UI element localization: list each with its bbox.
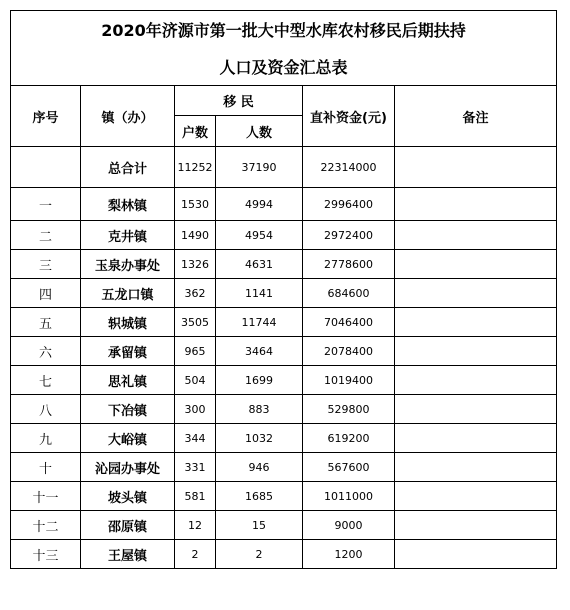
row-town: 克井镇: [81, 221, 175, 250]
row-town: 五龙口镇: [81, 279, 175, 308]
row-remark: [395, 188, 557, 221]
row-seq: 十一: [11, 482, 81, 511]
row-funds: 2078400: [303, 337, 395, 366]
row-remark: [395, 511, 557, 540]
row-people: 4954: [216, 221, 303, 250]
header-migrants: 移 民: [175, 86, 303, 116]
row-people: 1685: [216, 482, 303, 511]
table-row: [11, 221, 557, 250]
row-town: 轵城镇: [81, 308, 175, 337]
table-row: [11, 366, 557, 395]
row-seq: 十: [11, 453, 81, 482]
row-seq: 三: [11, 250, 81, 279]
row-seq: 十三: [11, 540, 81, 569]
table-row: [11, 395, 557, 424]
row-seq: 二: [11, 221, 81, 250]
row-town: 邵原镇: [81, 511, 175, 540]
total-remark: [395, 147, 557, 188]
row-households: 3505: [175, 308, 216, 337]
row-town: 下冶镇: [81, 395, 175, 424]
row-households: 12: [175, 511, 216, 540]
total-row: [11, 147, 557, 188]
row-remark: [395, 308, 557, 337]
row-funds: 9000: [303, 511, 395, 540]
total-seq: [11, 147, 81, 188]
row-households: 344: [175, 424, 216, 453]
row-town: 坡头镇: [81, 482, 175, 511]
table-row: [11, 453, 557, 482]
row-seq: 八: [11, 395, 81, 424]
row-people: 1032: [216, 424, 303, 453]
row-funds: 1011000: [303, 482, 395, 511]
row-remark: [395, 279, 557, 308]
total-funds: 22314000: [303, 147, 395, 188]
header-town: 镇（办）: [81, 86, 175, 147]
row-remark: [395, 221, 557, 250]
total-people: 37190: [216, 147, 303, 188]
total-label: 总合计: [81, 147, 175, 188]
total-households: 11252: [175, 147, 216, 188]
row-seq: 十二: [11, 511, 81, 540]
row-people: 4994: [216, 188, 303, 221]
row-seq: 九: [11, 424, 81, 453]
table-row: [11, 482, 557, 511]
row-town: 承留镇: [81, 337, 175, 366]
row-funds: 7046400: [303, 308, 395, 337]
row-funds: 1019400: [303, 366, 395, 395]
row-seq: 七: [11, 366, 81, 395]
header-remarks: 备注: [395, 86, 557, 147]
row-remark: [395, 482, 557, 511]
row-remark: [395, 337, 557, 366]
table-row: [11, 308, 557, 337]
row-people: 3464: [216, 337, 303, 366]
row-funds: 2972400: [303, 221, 395, 250]
row-town: 玉泉办事处: [81, 250, 175, 279]
row-remark: [395, 540, 557, 569]
row-households: 504: [175, 366, 216, 395]
header-row-1: [11, 86, 557, 116]
row-town: 王屋镇: [81, 540, 175, 569]
row-funds: 567600: [303, 453, 395, 482]
title-line-2: 人口及资金汇总表: [219, 58, 348, 77]
row-people: 883: [216, 395, 303, 424]
row-funds: 2996400: [303, 188, 395, 221]
row-households: 362: [175, 279, 216, 308]
row-households: 2: [175, 540, 216, 569]
row-people: 15: [216, 511, 303, 540]
row-people: 2: [216, 540, 303, 569]
table-row: [11, 511, 557, 540]
header-people: 人数: [216, 116, 303, 147]
summary-table: [10, 10, 557, 569]
row-people: 4631: [216, 250, 303, 279]
row-households: 1326: [175, 250, 216, 279]
row-funds: 1200: [303, 540, 395, 569]
row-households: 331: [175, 453, 216, 482]
header-funds: 直补资金(元): [303, 86, 395, 147]
row-town: 大峪镇: [81, 424, 175, 453]
row-households: 1530: [175, 188, 216, 221]
row-funds: 2778600: [303, 250, 395, 279]
table-row: [11, 188, 557, 221]
row-households: 300: [175, 395, 216, 424]
row-remark: [395, 250, 557, 279]
row-households: 1490: [175, 221, 216, 250]
title-row: [11, 11, 557, 86]
table-row: [11, 424, 557, 453]
row-people: 1141: [216, 279, 303, 308]
row-remark: [395, 453, 557, 482]
row-remark: [395, 395, 557, 424]
row-people: 946: [216, 453, 303, 482]
row-seq: 一: [11, 188, 81, 221]
row-funds: 529800: [303, 395, 395, 424]
row-people: 11744: [216, 308, 303, 337]
row-town: 思礼镇: [81, 366, 175, 395]
row-households: 581: [175, 482, 216, 511]
row-funds: 684600: [303, 279, 395, 308]
row-seq: 四: [11, 279, 81, 308]
title-line-1: 2020年济源市第一批大中型水库农村移民后期扶持: [101, 21, 466, 40]
table-row: [11, 279, 557, 308]
table-row: [11, 250, 557, 279]
header-seq: 序号: [11, 86, 81, 147]
table-row: [11, 540, 557, 569]
row-remark: [395, 366, 557, 395]
row-funds: 619200: [303, 424, 395, 453]
row-seq: 五: [11, 308, 81, 337]
row-households: 965: [175, 337, 216, 366]
row-remark: [395, 424, 557, 453]
row-people: 1699: [216, 366, 303, 395]
table-row: [11, 337, 557, 366]
header-households: 户数: [175, 116, 216, 147]
row-town: 沁园办事处: [81, 453, 175, 482]
row-seq: 六: [11, 337, 81, 366]
row-town: 梨林镇: [81, 188, 175, 221]
